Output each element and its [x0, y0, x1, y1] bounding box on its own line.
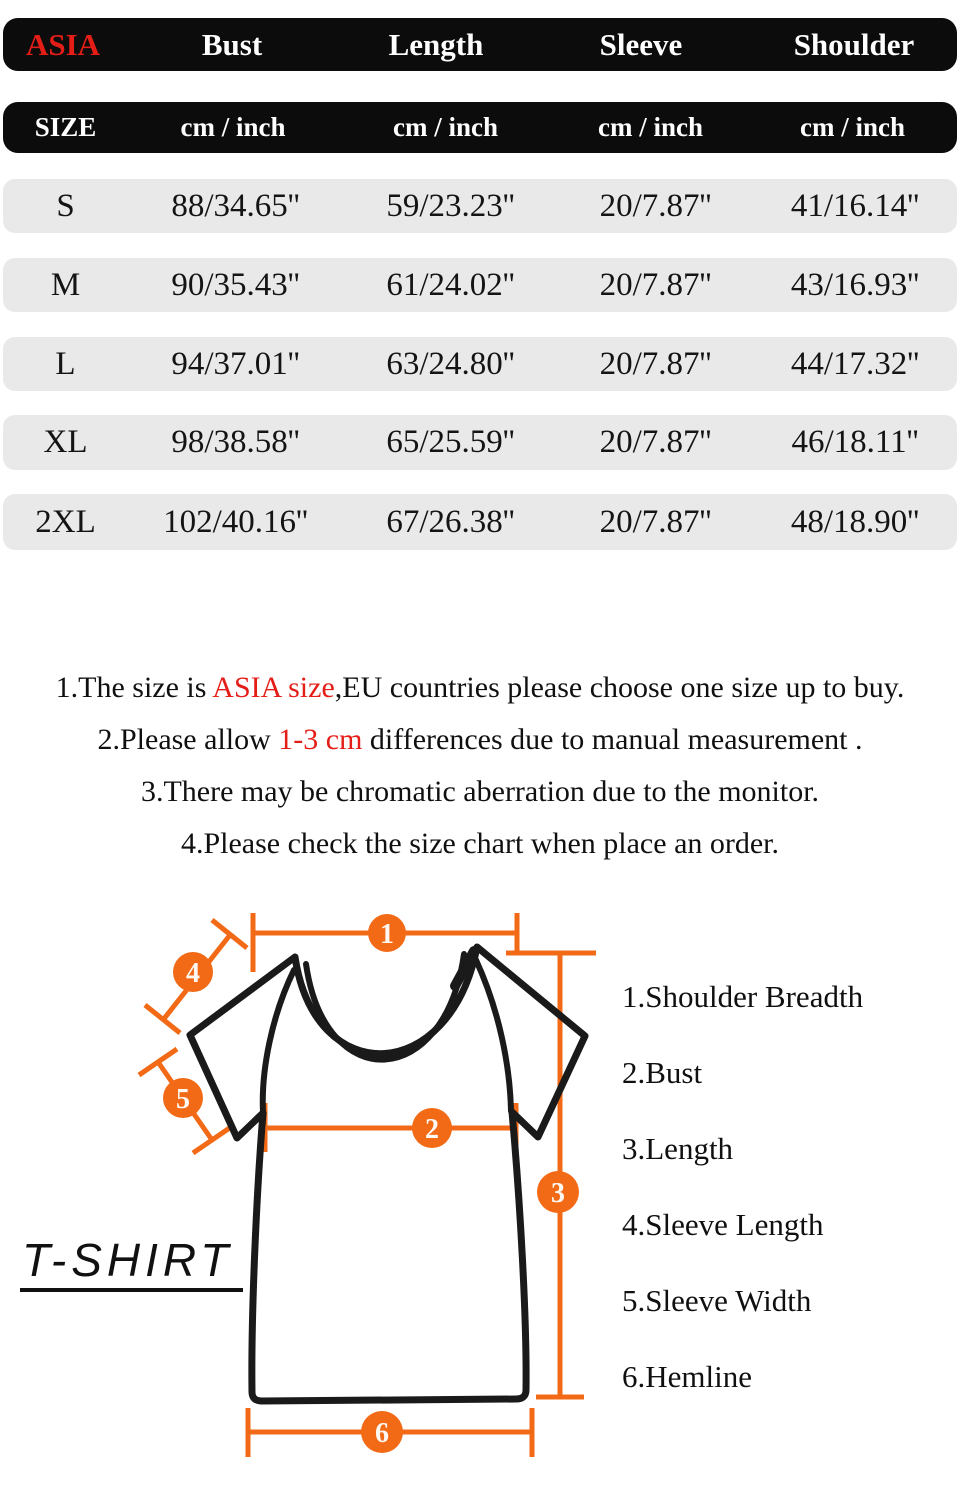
- cell-bust: 98/38.58'': [171, 424, 300, 460]
- note-line: 3.There may be chromatic aberration due to the monitor.: [140, 775, 820, 808]
- cell-size: L: [55, 345, 76, 382]
- unit-label: cm / inch: [598, 112, 703, 142]
- header-col-length: Length: [388, 26, 484, 62]
- cell-bust: 90/35.43'': [171, 266, 300, 303]
- marker-2-number: 2: [425, 1114, 439, 1145]
- marker-5-number: 5: [176, 1084, 190, 1115]
- header-region-label: ASIA: [25, 26, 101, 62]
- unit-label: cm / inch: [180, 112, 286, 142]
- cell-shoulder: 46/18.11'': [791, 424, 919, 460]
- legend-item: 6.Hemline: [622, 1359, 752, 1394]
- table-row: [3, 179, 957, 233]
- legend-item: 5.Sleeve Width: [622, 1283, 812, 1318]
- cell-length: 67/26.38'': [386, 503, 515, 540]
- cell-sleeve: 20/7.87'': [599, 424, 712, 460]
- cell-bust: 88/34.65'': [171, 187, 300, 224]
- table-row: [3, 415, 957, 470]
- cell-length: 65/25.59'': [386, 424, 515, 460]
- note-highlight: 1-3 cm: [278, 723, 363, 756]
- legend-item: 3.Length: [622, 1131, 734, 1166]
- header-col-shoulder: Shoulder: [793, 26, 915, 62]
- header-col-sleeve: Sleeve: [599, 26, 683, 62]
- note-line: 4.Please check the size chart when place an order.: [180, 827, 780, 860]
- table-unit-row: [3, 102, 957, 153]
- cell-sleeve: 20/7.87'': [599, 187, 712, 224]
- cell-length: 59/23.23'': [386, 187, 515, 224]
- legend-item: 4.Sleeve Length: [622, 1207, 824, 1242]
- cell-size: 2XL: [35, 503, 96, 540]
- note-line: 1.The size is ASIA size,EU countries please choose one size up to buy.: [55, 671, 905, 704]
- cell-size: M: [50, 266, 81, 303]
- unit-label: cm / inch: [800, 112, 905, 142]
- product-label: T-SHIRT: [20, 1238, 243, 1292]
- table-row: [3, 337, 957, 391]
- cell-shoulder: 41/16.14'': [790, 187, 920, 224]
- marker-3-number: 3: [551, 1178, 565, 1209]
- cell-size: S: [56, 187, 75, 224]
- cell-sleeve: 20/7.87'': [599, 503, 712, 540]
- header-col-bust: Bust: [201, 26, 263, 62]
- table-row: [3, 494, 957, 550]
- note-line: 2.Please allow 1-3 cm differences due to manual measurement .: [97, 723, 863, 756]
- unit-size-label: SIZE: [34, 112, 97, 142]
- cell-sleeve: 20/7.87'': [599, 266, 712, 303]
- cell-bust: 102/40.16'': [163, 503, 308, 540]
- marker-4-number: 4: [186, 958, 200, 989]
- cell-shoulder: 44/17.32'': [790, 345, 920, 382]
- legend-item: 2.Bust: [622, 1055, 703, 1090]
- cell-sleeve: 20/7.87'': [599, 345, 712, 382]
- table-header-row: [3, 18, 957, 71]
- unit-label: cm / inch: [393, 112, 498, 142]
- marker-1-number: 1: [380, 919, 394, 950]
- cell-bust: 94/37.01'': [171, 345, 300, 382]
- note-highlight: ASIA size: [212, 671, 335, 704]
- notes-block: [0, 662, 960, 870]
- table-row: [3, 258, 957, 312]
- cell-length: 63/24.80'': [386, 345, 515, 382]
- measurement-legend: [622, 981, 863, 1437]
- cell-shoulder: 48/18.90'': [790, 503, 920, 540]
- legend-item: 1.Shoulder Breadth: [622, 979, 864, 1014]
- marker-6-number: 6: [375, 1418, 389, 1449]
- cell-size: XL: [43, 424, 88, 460]
- cell-length: 61/24.02'': [386, 266, 515, 303]
- cell-shoulder: 43/16.93'': [790, 266, 920, 303]
